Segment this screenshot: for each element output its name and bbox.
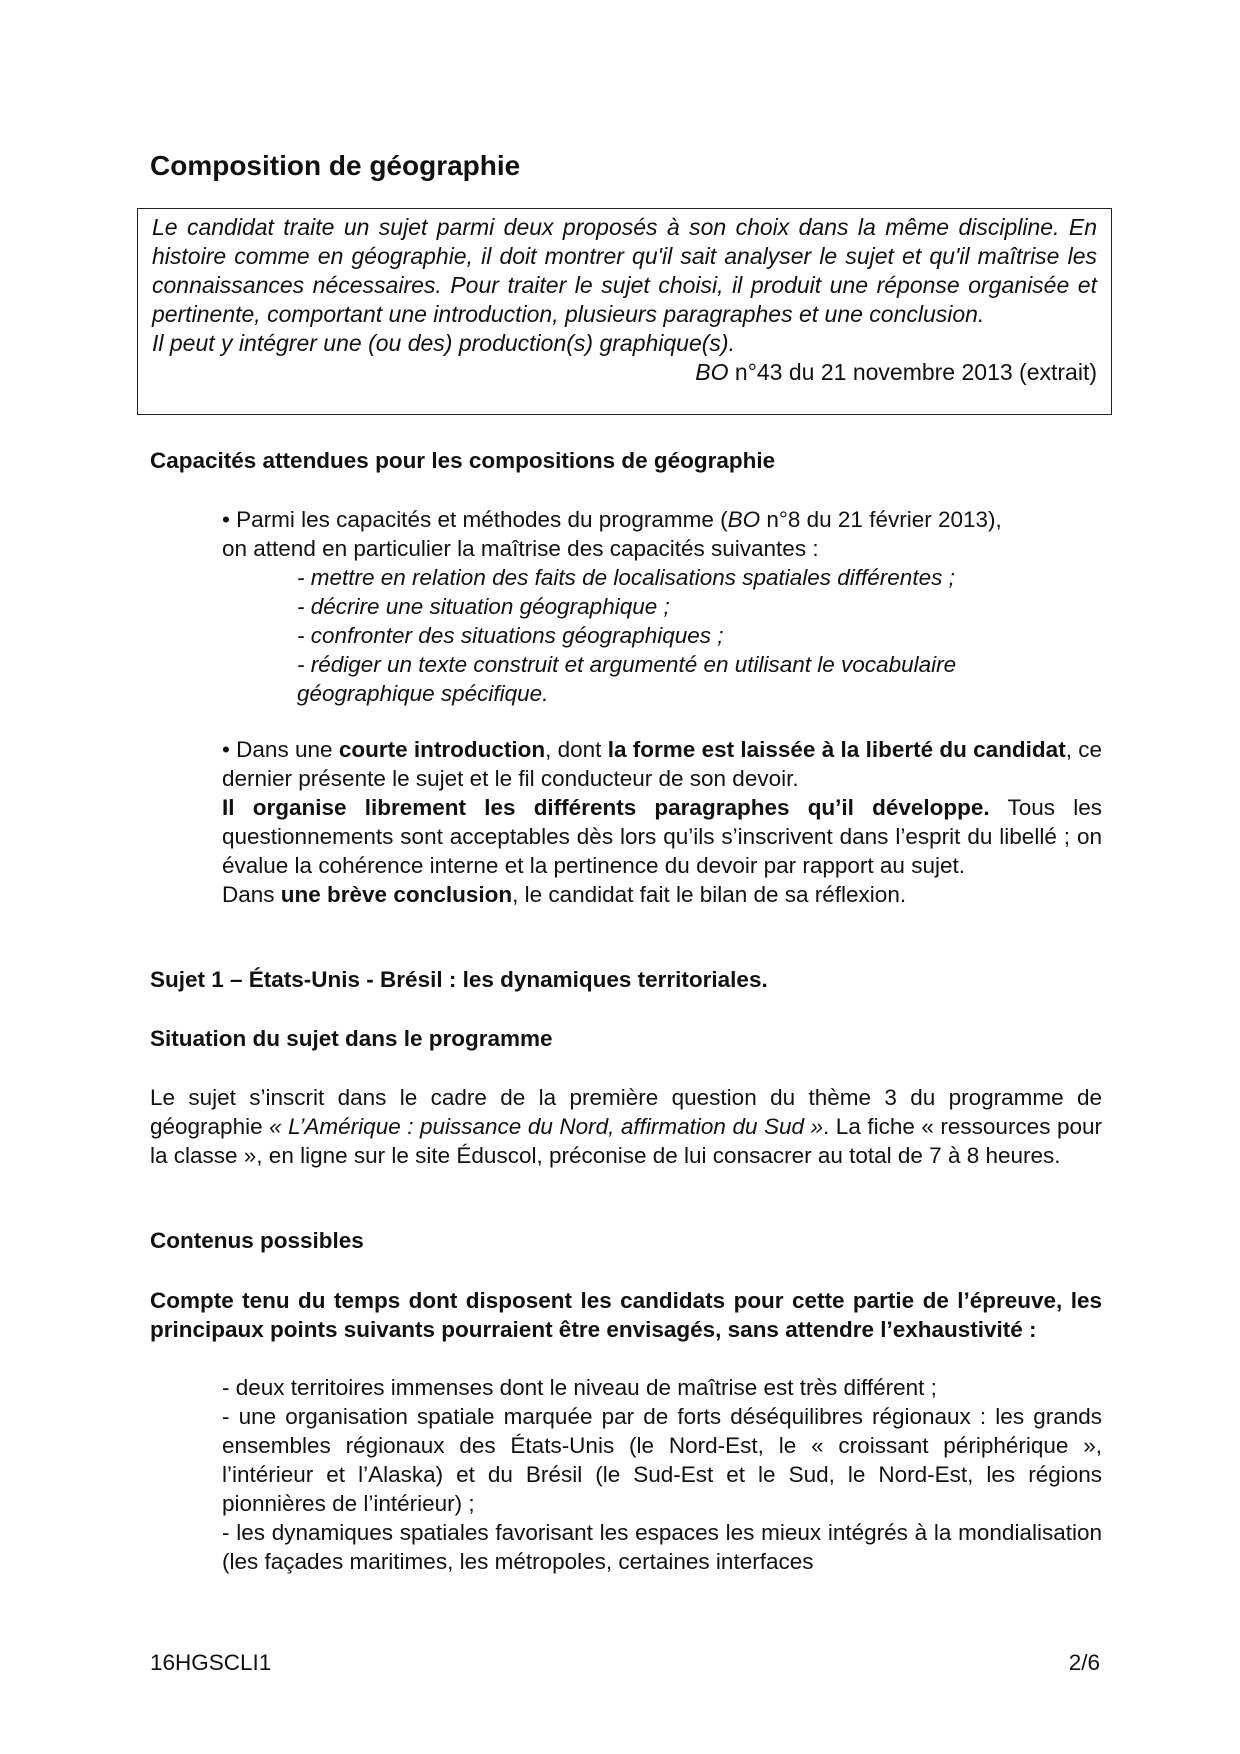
- contenus-intro: Compte tenu du temps dont disposent les candidats pour cette partie de l’épreuve, les principaux points suivants pourraient être envisagés, sans attendre l’exhaustivité :: [150, 1288, 1102, 1342]
- capacites-intro: • Parmi les capacités et méthodes du programme (BO n°8 du 21 février 2013), on attend en particulier la maîtrise des capacités suivantes :: [222, 507, 1002, 561]
- footer-code: 16HGSCLI1: [150, 1650, 272, 1675]
- sujet-title: Sujet 1 – États-Unis - Brésil : les dynamiques territoriales.: [150, 967, 768, 992]
- footer-page-number: 2/6: [1068, 1650, 1100, 1675]
- contenus-heading: Contenus possibles: [150, 1228, 364, 1253]
- instructions-box: [137, 208, 1112, 415]
- capacites-paragraph: • Dans une courte introduction, dont la forme est laissée à la liberté du candidat, ce dernier présente le sujet et le fil conducteur de son devoir. Il organise librement les différents paragraphes qu’il développe. Tous les questionnements sont acceptables dès lors qu’ils s’inscrivent dans l’esprit du libellé ; on évalue la cohérence interne et la pertinence du devoir par rapport au sujet. Dans une brève conclusion, le candidat fait le bilan de sa réflexion.: [222, 737, 1102, 907]
- capacites-list: [297, 563, 1097, 708]
- capacites-heading: Capacités attendues pour les compositions de géographie: [150, 448, 776, 473]
- instructions-text: Le candidat traite un sujet parmi deux proposés à son choix dans la même discipline. En histoire comme en géographie, il doit montrer qu'il sait analyser le sujet et qu'il maîtrise les connaissances nécessaires. Pour traiter le sujet choisi, il produit une réponse organisée et pertinente, comportant une introduction, plusieurs paragraphes et une conclusion.: [152, 214, 1097, 327]
- list-item: géographique spécifique.: [297, 681, 549, 706]
- list-item: - une organisation spatiale marquée par de forts déséquilibres régionaux : les grands ensembles régionaux des États-Unis (le Nord-Est, le « croissant périphérique », l’intérieur et l’Alaska) et du Brésil (le Sud-Est et le Sud, le Nord-Est, les régions pionnières de l’intérieur) ;: [222, 1404, 1102, 1516]
- situation-paragraph: Le sujet s’inscrit dans le cadre de la première question du thème 3 du programme de géographie « L’Amérique : puissance du Nord, affirmation du Sud ». La fiche « ressources pour la classe », en ligne sur le site Éduscol, préconise de lui consacrer au total de 7 à 8 heures.: [150, 1085, 1102, 1168]
- list-item: - rédiger un texte construit et argumenté en utilisant le vocabulaire: [297, 652, 957, 677]
- page-title: Composition de géographie: [150, 150, 521, 181]
- instructions-graphics: Il peut y intégrer une (ou des) production(s) graphique(s).: [152, 330, 735, 356]
- list-item: - décrire une situation géographique ;: [297, 594, 670, 619]
- contenus-list: [222, 1373, 1102, 1576]
- instructions-source: BO n°43 du 21 novembre 2013 (extrait): [695, 359, 1097, 385]
- situation-heading: Situation du sujet dans le programme: [150, 1026, 553, 1051]
- list-item: - confronter des situations géographiques ;: [297, 623, 724, 648]
- list-item: - les dynamiques spatiales favorisant les espaces les mieux intégrés à la mondialisation (les façades maritimes, les métropoles, certaines interfaces: [222, 1520, 1102, 1574]
- list-item: - mettre en relation des faits de localisations spatiales différentes ;: [297, 565, 955, 590]
- list-item: - deux territoires immenses dont le niveau de maîtrise est très différent ;: [222, 1375, 937, 1400]
